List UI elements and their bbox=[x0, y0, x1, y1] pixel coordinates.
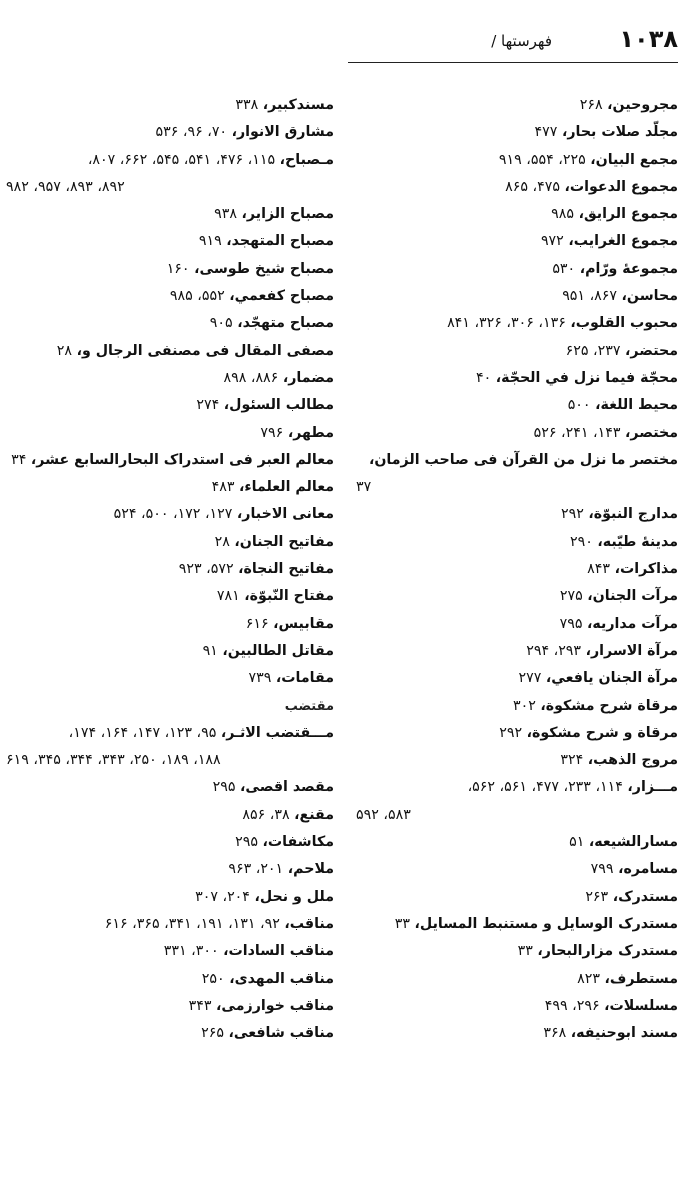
entry-title: مـــزار، bbox=[627, 779, 678, 796]
index-entry bbox=[356, 92, 678, 119]
index-entry bbox=[6, 420, 334, 447]
index-entry bbox=[6, 611, 334, 638]
index-column-right bbox=[356, 92, 678, 1047]
entry-page-numbers: ۲۵۰ bbox=[201, 970, 230, 987]
entry-title: ملل و نحل، bbox=[254, 888, 334, 905]
entry-page-numbers: ۴۷۷ bbox=[534, 124, 562, 141]
index-entry bbox=[6, 147, 334, 174]
entry-title: مجموع الغرايب، bbox=[568, 233, 678, 250]
entry-page-numbers: ۳۳ bbox=[517, 943, 538, 960]
entry-page-numbers: ۷۳۹ bbox=[248, 670, 276, 687]
index-entry bbox=[6, 638, 334, 665]
index-entry bbox=[356, 420, 678, 447]
entry-page-numbers: ۵۵۲، ۹۸۵ bbox=[169, 288, 230, 305]
entry-title: مطهر، bbox=[287, 424, 334, 441]
index-entry bbox=[6, 938, 334, 965]
entry-page-numbers: ۸۶۷، ۹۵۱ bbox=[562, 288, 622, 305]
page-header bbox=[348, 24, 678, 56]
entry-title: مقتضب bbox=[284, 698, 334, 714]
index-entry bbox=[356, 583, 678, 610]
index-entry bbox=[6, 201, 334, 228]
entry-title: مجموعهٔ ورّام، bbox=[579, 260, 678, 277]
index-entry bbox=[6, 774, 334, 801]
running-title: فهرستها / bbox=[491, 32, 552, 50]
index-entry bbox=[6, 720, 334, 747]
entry-title: معانى الاخبار، bbox=[236, 506, 334, 523]
entry-page-numbers: ۲۹۲ bbox=[561, 506, 589, 523]
entry-title: مفاتيح الجنان، bbox=[234, 533, 334, 550]
entry-title: مقابيس، bbox=[273, 615, 334, 632]
entry-title: مصباح متهجّد، bbox=[237, 315, 334, 332]
entry-title: مرآة الجنان يافعي، bbox=[545, 670, 678, 687]
entry-title: مـــقتضب الاثـر، bbox=[220, 724, 334, 741]
index-entry bbox=[356, 665, 678, 692]
entry-title: مجلّد صلات بحار، bbox=[561, 124, 678, 141]
entry-page-numbers: ۲۸ bbox=[214, 533, 235, 550]
entry-page-numbers: ۲۹۵ bbox=[212, 779, 240, 796]
index-entry bbox=[356, 119, 678, 146]
index-entry bbox=[6, 501, 334, 528]
entry-page-numbers: ۷۹۶ bbox=[260, 424, 288, 441]
entry-page-numbers: ۳۰۲ bbox=[512, 697, 541, 714]
index-entry bbox=[6, 556, 334, 583]
index-entry bbox=[6, 1020, 334, 1047]
entry-page-numbers: ۹۱۹ bbox=[198, 233, 227, 250]
entry-page-numbers: ۳۷ bbox=[356, 479, 372, 496]
entry-page-numbers: ۲۹۰ bbox=[570, 533, 598, 550]
entry-title: محاسن، bbox=[621, 288, 678, 305]
entry-page-numbers: ۲۷۴ bbox=[196, 397, 224, 414]
index-entry bbox=[6, 92, 334, 119]
entry-page-numbers: ۲۷۷ bbox=[518, 670, 546, 687]
entry-title: مختصر ما نزل من القرآن فى صاحب الزمان، bbox=[368, 451, 678, 468]
entry-page-numbers: ۲۹۳، ۲۹۴ bbox=[526, 642, 586, 659]
entry-title: مصباح الزاير، bbox=[241, 206, 334, 223]
index-entry bbox=[6, 802, 334, 829]
index-entry bbox=[356, 147, 678, 174]
index-entry bbox=[356, 938, 678, 965]
entry-page-numbers: ۷۹۹ bbox=[590, 861, 619, 878]
entry-title: مجموع الدعوات، bbox=[564, 178, 678, 195]
entry-title: مرآت الجنان، bbox=[587, 588, 678, 605]
entry-page-numbers: ۹۳۸ bbox=[214, 206, 242, 223]
index-entry bbox=[356, 501, 678, 528]
entry-page-numbers: ۸۴۳ bbox=[587, 561, 615, 578]
index-entry bbox=[6, 856, 334, 883]
entry-title: محيط اللغة، bbox=[595, 397, 678, 414]
entry-title: مكاشفات، bbox=[262, 834, 334, 851]
entry-title: محبوب القلوب، bbox=[570, 315, 678, 332]
index-entry bbox=[356, 447, 678, 474]
entry-page-numbers: ۱۲۷، ۱۷۲، ۵۰۰، ۵۲۴ bbox=[113, 506, 237, 523]
entry-page-numbers: ۳۴۳ bbox=[188, 997, 216, 1014]
entry-title: مصباح المتهجد، bbox=[226, 233, 334, 250]
entry-title: مصباح شيخ طوسى، bbox=[194, 260, 334, 277]
index-entry bbox=[6, 365, 334, 392]
index-entry bbox=[6, 338, 334, 365]
index-entry bbox=[6, 529, 334, 556]
index-entry bbox=[356, 693, 678, 720]
entry-title: مستدرک مزارالبحار، bbox=[537, 943, 678, 960]
entry-title: مرقاة شرح مشكوة، bbox=[540, 697, 678, 714]
entry-title: مذاكرات، bbox=[614, 561, 678, 578]
index-entry bbox=[6, 174, 334, 201]
entry-page-numbers: ۷۰، ۹۶، ۵۳۶ bbox=[155, 124, 232, 141]
entry-title: مضمار، bbox=[282, 369, 334, 386]
entry-page-numbers: ۳۶۸ bbox=[543, 1025, 571, 1042]
entry-title: مسندكبير، bbox=[262, 97, 334, 113]
entry-title: مصباح كفعمي، bbox=[229, 288, 334, 305]
entry-page-numbers: ۳۲۴ bbox=[560, 752, 588, 769]
entry-page-numbers: ۳۳ bbox=[394, 915, 415, 932]
index-entry bbox=[356, 638, 678, 665]
entry-title: مقنع، bbox=[294, 806, 334, 823]
index-entry bbox=[6, 693, 334, 720]
entry-title: مفاتيح النجاة، bbox=[238, 561, 334, 578]
index-entry bbox=[6, 665, 334, 692]
index-entry bbox=[6, 392, 334, 419]
index-entry bbox=[356, 201, 678, 228]
page-number: ۱۰۳۸ bbox=[619, 25, 678, 53]
entry-title: مطالب السئول، bbox=[223, 397, 334, 414]
index-entry bbox=[356, 911, 678, 938]
entry-title: مروج الذهب، bbox=[587, 752, 678, 769]
entry-page-numbers: ۱۱۵، ۴۷۶، ۵۴۱، ۵۴۵، ۶۶۲، ۸۰۷، bbox=[87, 151, 280, 168]
entry-title: ملاحم، bbox=[287, 861, 334, 878]
entry-page-numbers: ۵۱ bbox=[569, 834, 589, 851]
entry-page-numbers: ۱۸۸، ۱۸۹، ۲۵۰، ۳۴۳، ۳۴۴، ۳۴۵، ۶۱۹ bbox=[6, 752, 221, 769]
index-entry bbox=[6, 474, 334, 501]
index-entry bbox=[356, 966, 678, 993]
index-entry bbox=[6, 911, 334, 938]
entry-title: مقاتل الطالبين، bbox=[222, 642, 334, 659]
entry-page-numbers: ۲۹۲ bbox=[499, 724, 527, 741]
entry-page-numbers: ۲۶۳ bbox=[585, 888, 613, 905]
index-entry bbox=[6, 747, 334, 774]
entry-page-numbers: ۷۹۵ bbox=[559, 615, 587, 632]
entry-page-numbers: ۹۱ bbox=[202, 642, 223, 659]
entry-page-numbers: ۲۷۵ bbox=[559, 588, 588, 605]
entry-page-numbers: ۸۲۳ bbox=[577, 970, 605, 987]
index-entry bbox=[6, 283, 334, 310]
entry-title: مشارق الانوار، bbox=[231, 124, 334, 141]
entry-title: مستدرک، bbox=[612, 888, 678, 905]
index-entry bbox=[356, 884, 678, 911]
entry-title: مسارالشيعه، bbox=[588, 834, 678, 851]
entry-page-numbers: ۱۱۴، ۲۳۳، ۴۷۷، ۵۶۱، ۵۶۲، bbox=[467, 779, 628, 796]
entry-page-numbers: ۵۸۳، ۵۹۲ bbox=[356, 806, 411, 823]
entry-page-numbers: ۹۰۵ bbox=[209, 315, 238, 332]
entry-page-numbers: ۹۸۵ bbox=[551, 206, 579, 223]
entry-title: مستدرک الوسايل و مستنبط المسايل، bbox=[414, 915, 678, 932]
entry-title: مختصر، bbox=[625, 424, 678, 441]
index-entry bbox=[6, 884, 334, 911]
entry-title: مفتاح النّبوّة، bbox=[244, 588, 334, 605]
entry-page-numbers: ۲۰۴، ۳۰۷ bbox=[195, 888, 255, 905]
entry-title: معالم العبر فى استدراک البحارالسابع عشر، bbox=[30, 451, 334, 468]
entry-title: مدارج النبوّة، bbox=[588, 506, 678, 523]
index-entry bbox=[356, 611, 678, 638]
index-entry bbox=[356, 720, 678, 747]
entry-page-numbers: ۴۷۵، ۸۶۵ bbox=[505, 178, 565, 195]
index-entry bbox=[6, 993, 334, 1020]
entry-page-numbers: ۵۳۰ bbox=[552, 260, 580, 277]
entry-page-numbers: ۲۶۵ bbox=[201, 1025, 229, 1042]
index-entry bbox=[356, 228, 678, 255]
entry-title: مسامره، bbox=[618, 861, 678, 878]
entry-title: مناقب، bbox=[284, 915, 334, 932]
entry-title: محجّة فيما نزل في الحجّة، bbox=[495, 369, 678, 386]
entry-title: مستطرف، bbox=[604, 970, 678, 987]
index-entry bbox=[6, 447, 334, 474]
entry-page-numbers: ۳۰۰، ۳۳۱ bbox=[163, 943, 224, 960]
index-entry bbox=[356, 392, 678, 419]
entry-page-numbers: ۱۴۳، ۲۴۱، ۵۲۶ bbox=[533, 424, 625, 441]
entry-title: مسلسلات، bbox=[604, 997, 678, 1014]
entry-title: مقصد اقصى، bbox=[240, 779, 334, 796]
index-entry bbox=[356, 747, 678, 774]
index-entry bbox=[6, 966, 334, 993]
entry-page-numbers: ۵۰۰ bbox=[567, 397, 596, 414]
index-entry bbox=[356, 774, 678, 801]
index-entry bbox=[356, 174, 678, 201]
entry-title: مسند ابوحنيفه، bbox=[570, 1025, 678, 1042]
index-entry bbox=[356, 365, 678, 392]
index-entry bbox=[356, 310, 678, 337]
index-entry bbox=[356, 256, 678, 283]
entry-page-numbers: ۲۹۵ bbox=[235, 834, 263, 851]
entry-title: مرآت مداريه، bbox=[587, 615, 678, 632]
index-entry bbox=[356, 856, 678, 883]
header-rule bbox=[348, 62, 678, 63]
entry-title: مجموع الرايق، bbox=[578, 206, 678, 223]
entry-title: مرقاة و شرح مشكوة، bbox=[526, 724, 678, 741]
index-entry bbox=[356, 556, 678, 583]
index-column-left bbox=[6, 92, 334, 1047]
entry-page-numbers: ۹۲، ۱۳۱، ۱۹۱، ۳۴۱، ۳۶۵، ۶۱۶ bbox=[104, 915, 285, 932]
index-entry bbox=[356, 283, 678, 310]
entry-page-numbers: ۱۶۰ bbox=[166, 260, 195, 277]
entry-page-numbers: ۳۴ bbox=[11, 451, 31, 468]
index-entry bbox=[356, 529, 678, 556]
entry-page-numbers: ۳۸، ۸۵۶ bbox=[242, 806, 295, 823]
index-entry bbox=[356, 338, 678, 365]
entry-title: مصفى المقال فى مصنفى الرجال و، bbox=[76, 342, 334, 359]
entry-page-numbers: ۵۷۲، ۹۲۳ bbox=[178, 561, 239, 578]
entry-page-numbers: ۲۲۵، ۵۵۴، ۹۱۹ bbox=[498, 151, 591, 168]
entry-page-numbers: ۲۳۷، ۶۲۵ bbox=[565, 342, 625, 359]
index-entry bbox=[6, 256, 334, 283]
index-entry bbox=[6, 310, 334, 337]
entry-page-numbers: ۹۷۲ bbox=[540, 233, 569, 250]
entry-title: مرآة الاسرار، bbox=[585, 642, 678, 659]
entry-page-numbers: ۱۳۶، ۳۰۶، ۳۲۶، ۸۴۱ bbox=[447, 315, 571, 332]
entry-page-numbers: ۲۹۶، ۴۹۹ bbox=[544, 997, 605, 1014]
entry-title: مناقب المهدى، bbox=[229, 970, 334, 987]
index-entry bbox=[356, 993, 678, 1020]
entry-page-numbers: ۲۸ bbox=[56, 342, 77, 359]
entry-title: مناقب السادات، bbox=[223, 943, 334, 960]
entry-page-numbers: ۸۸۶، ۸۹۸ bbox=[223, 369, 283, 386]
index-entry bbox=[6, 829, 334, 856]
index-entry bbox=[356, 474, 678, 501]
entry-title: مدينهٔ طيّبه، bbox=[597, 533, 678, 550]
index-entry bbox=[6, 228, 334, 255]
index-entry bbox=[6, 583, 334, 610]
entry-page-numbers: ۸۹۲، ۸۹۳، ۹۵۷، ۹۸۲ bbox=[6, 178, 125, 195]
entry-page-numbers: ۴۰ bbox=[475, 369, 496, 386]
entry-title: مـصباح، bbox=[279, 151, 334, 168]
entry-title: مناقب خوارزمى، bbox=[216, 997, 334, 1014]
index-entry bbox=[356, 802, 678, 829]
entry-page-numbers: ۲۰۱، ۹۶۳ bbox=[228, 861, 288, 878]
entry-title: مناقب شافعى، bbox=[228, 1025, 334, 1042]
index-entry bbox=[6, 119, 334, 146]
entry-page-numbers: ۹۵، ۱۲۳، ۱۴۷، ۱۶۴، ۱۷۴، bbox=[68, 724, 221, 741]
entry-title: مجروحين، bbox=[607, 97, 678, 113]
entry-page-numbers: ۷۸۱ bbox=[216, 588, 245, 605]
entry-page-numbers: ۲۶۸ bbox=[579, 97, 608, 113]
entry-title: مقامات، bbox=[275, 670, 334, 687]
index-entry bbox=[356, 829, 678, 856]
entry-page-numbers: ۳۳۸ bbox=[235, 97, 263, 113]
entry-title: مجمع البيان، bbox=[590, 151, 678, 168]
entry-page-numbers: ۶۱۶ bbox=[245, 615, 274, 632]
entry-title: معالم العلماء، bbox=[239, 479, 334, 496]
index-entry bbox=[356, 1020, 678, 1047]
entry-page-numbers: ۴۸۳ bbox=[211, 479, 240, 496]
entry-title: محتضر، bbox=[625, 342, 678, 359]
